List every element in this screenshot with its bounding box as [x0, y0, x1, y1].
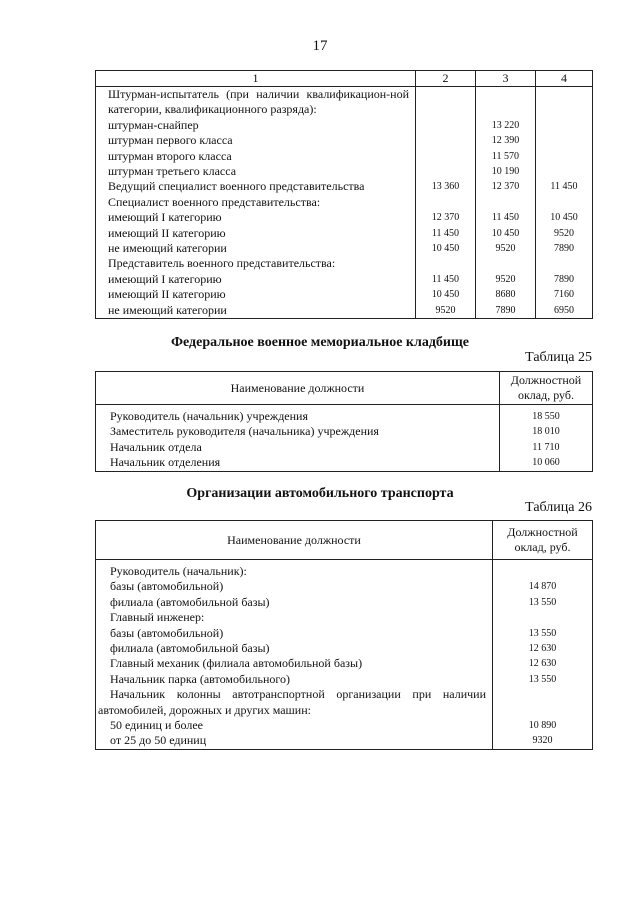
salary-value: 10 060 — [500, 455, 593, 471]
salary-value-col3: 11 450 — [476, 210, 536, 225]
salary-value: 13 550 — [493, 672, 593, 687]
salary-value: 18 010 — [500, 424, 593, 439]
salary-value — [493, 560, 593, 580]
section-title-memorial-cemetery: Федеральное военное мемориальное кладбище — [170, 335, 470, 350]
salary-value-col3 — [476, 87, 536, 118]
salary-value-col4: 9520 — [536, 226, 593, 241]
table-row — [96, 133, 593, 148]
salary-value-col3: 10 450 — [476, 226, 536, 241]
salary-value: 10 890 — [493, 718, 593, 733]
table-26-label: Таблица 26 — [525, 500, 592, 515]
position-name: Штурман-испытатель (при наличии квалификацион-ной категории, квалификационного разряда): — [96, 87, 416, 118]
salary-value-col2 — [416, 149, 476, 164]
table-row — [96, 287, 593, 302]
table-row — [96, 272, 593, 287]
salary-value: 9320 — [493, 733, 593, 749]
position-name: Заместитель руководителя (начальника) учреждения — [96, 424, 500, 439]
salary-value-col4 — [536, 118, 593, 133]
position-name: имеющий II категорию — [96, 287, 416, 302]
salary-header-line1: Должностной — [510, 373, 582, 387]
salary-value-col3: 9520 — [476, 272, 536, 287]
position-name: Начальник отдела — [96, 440, 500, 455]
position-name: Руководитель (начальник) учреждения — [96, 409, 500, 424]
salary-value: 18 550 — [500, 409, 593, 424]
table-25 — [95, 371, 593, 472]
table-row — [96, 626, 593, 641]
salary-value-col4 — [536, 195, 593, 210]
table-row — [96, 409, 593, 424]
salary-value-col3: 12 390 — [476, 133, 536, 148]
position-name: не имеющий категории — [96, 303, 416, 319]
salary-value-col2: 13 360 — [416, 179, 476, 194]
salary-value: 11 710 — [500, 440, 593, 455]
table-header-row — [96, 521, 593, 560]
table-row — [96, 118, 593, 133]
salary-value-col3 — [476, 256, 536, 271]
salary-value — [493, 610, 593, 625]
section-title-auto-transport: Организации автомобильного транспорта — [186, 486, 454, 501]
column-header-salary — [500, 372, 593, 405]
table-row — [96, 672, 593, 687]
salary-value-col2 — [416, 133, 476, 148]
column-header-2: 2 — [416, 71, 476, 87]
position-name: филиала (автомобильной базы) — [96, 641, 493, 656]
position-name: Главный инженер: — [96, 610, 493, 625]
salary-value-col3: 8680 — [476, 287, 536, 302]
table-row — [96, 241, 593, 256]
salary-value-col4: 7890 — [536, 272, 593, 287]
position-name: штурман-снайпер — [96, 118, 416, 133]
position-name: Начальник парка (автомобильного) — [96, 672, 493, 687]
salary-value: 12 630 — [493, 641, 593, 656]
salary-value-col3: 11 570 — [476, 149, 536, 164]
salary-value-col4: 7890 — [536, 241, 593, 256]
salary-value-col3: 7890 — [476, 303, 536, 319]
salary-value-col2 — [416, 118, 476, 133]
column-header-1: 1 — [96, 71, 416, 87]
position-name: базы (автомобильной) — [96, 579, 493, 594]
table-row — [96, 687, 593, 718]
salary-value-col3: 12 370 — [476, 179, 536, 194]
table-25-label: Таблица 25 — [525, 350, 592, 365]
position-name: филиала (автомобильной базы) — [96, 595, 493, 610]
table-row — [96, 641, 593, 656]
table-row — [96, 610, 593, 625]
salary-value-col3: 13 220 — [476, 118, 536, 133]
position-name: Ведущий специалист военного представительства — [96, 179, 416, 194]
position-name: Начальник отделения — [96, 455, 500, 471]
position-name: штурман второго класса — [96, 149, 416, 164]
column-header-position: Наименование должности — [96, 521, 493, 560]
position-name: штурман третьего класса — [96, 164, 416, 179]
table-header-row — [96, 372, 593, 405]
table-row — [96, 560, 593, 580]
column-header-salary — [493, 521, 593, 560]
salary-value-col2: 10 450 — [416, 241, 476, 256]
position-name: Начальник колонны автотранспортной организации при наличии автомобилей, дорожных и других машин: — [96, 687, 493, 718]
salary-value-col2 — [416, 87, 476, 118]
position-name: штурман первого класса — [96, 133, 416, 148]
positions-table-continued — [95, 70, 593, 319]
position-name: Представитель военного представительства: — [96, 256, 416, 271]
table-row — [96, 424, 593, 439]
salary-header-line2: оклад, руб. — [514, 540, 571, 554]
table-row — [96, 179, 593, 194]
position-name: Специалист военного представительства: — [96, 195, 416, 210]
position-name: Руководитель (начальник): — [96, 560, 493, 580]
salary-value-col2: 11 450 — [416, 272, 476, 287]
salary-value-col3: 10 190 — [476, 164, 536, 179]
salary-value-col4: 11 450 — [536, 179, 593, 194]
salary-value-col2: 10 450 — [416, 287, 476, 302]
position-name: не имеющий категории — [96, 241, 416, 256]
table-row — [96, 164, 593, 179]
salary-value-col2: 9520 — [416, 303, 476, 319]
salary-value-col2 — [416, 164, 476, 179]
column-header-3: 3 — [476, 71, 536, 87]
table-row — [96, 149, 593, 164]
table-row — [96, 718, 593, 733]
table-26 — [95, 520, 593, 750]
salary-value: 12 630 — [493, 656, 593, 671]
salary-value — [493, 687, 593, 718]
table-row — [96, 195, 593, 210]
position-name: Главный механик (филиала автомобильной базы) — [96, 656, 493, 671]
position-name: от 25 до 50 единиц — [96, 733, 493, 749]
salary-value-col4 — [536, 149, 593, 164]
position-name: 50 единиц и более — [96, 718, 493, 733]
salary-value-col3 — [476, 195, 536, 210]
table-row — [96, 226, 593, 241]
salary-value-col2 — [416, 256, 476, 271]
salary-value-col4 — [536, 87, 593, 118]
table-row — [96, 733, 593, 749]
page-number: 17 — [312, 38, 328, 54]
table-row — [96, 256, 593, 271]
salary-value-col3: 9520 — [476, 241, 536, 256]
column-header-4: 4 — [536, 71, 593, 87]
column-header-position: Наименование должности — [96, 372, 500, 405]
salary-value-col2 — [416, 195, 476, 210]
table-row — [96, 303, 593, 319]
table-row — [96, 656, 593, 671]
position-name: имеющий I категорию — [96, 210, 416, 225]
table-row — [96, 455, 593, 471]
salary-value: 13 550 — [493, 595, 593, 610]
salary-value-col4 — [536, 164, 593, 179]
salary-value-col2: 12 370 — [416, 210, 476, 225]
salary-value-col2: 11 450 — [416, 226, 476, 241]
salary-value-col4: 6950 — [536, 303, 593, 319]
position-name: имеющий II категорию — [96, 226, 416, 241]
salary-value-col4: 10 450 — [536, 210, 593, 225]
salary-value: 14 870 — [493, 579, 593, 594]
salary-value-col4: 7160 — [536, 287, 593, 302]
salary-value-col4 — [536, 256, 593, 271]
salary-value: 13 550 — [493, 626, 593, 641]
position-name: имеющий I категорию — [96, 272, 416, 287]
table-row — [96, 440, 593, 455]
table-row — [96, 595, 593, 610]
table-row — [96, 210, 593, 225]
salary-header-line1: Должностной — [507, 525, 578, 539]
salary-value-col4 — [536, 133, 593, 148]
table-row — [96, 87, 593, 118]
salary-header-line2: оклад, руб. — [517, 388, 575, 402]
table-header-row — [96, 71, 593, 87]
position-name: базы (автомобильной) — [96, 626, 493, 641]
table-row — [96, 579, 593, 594]
